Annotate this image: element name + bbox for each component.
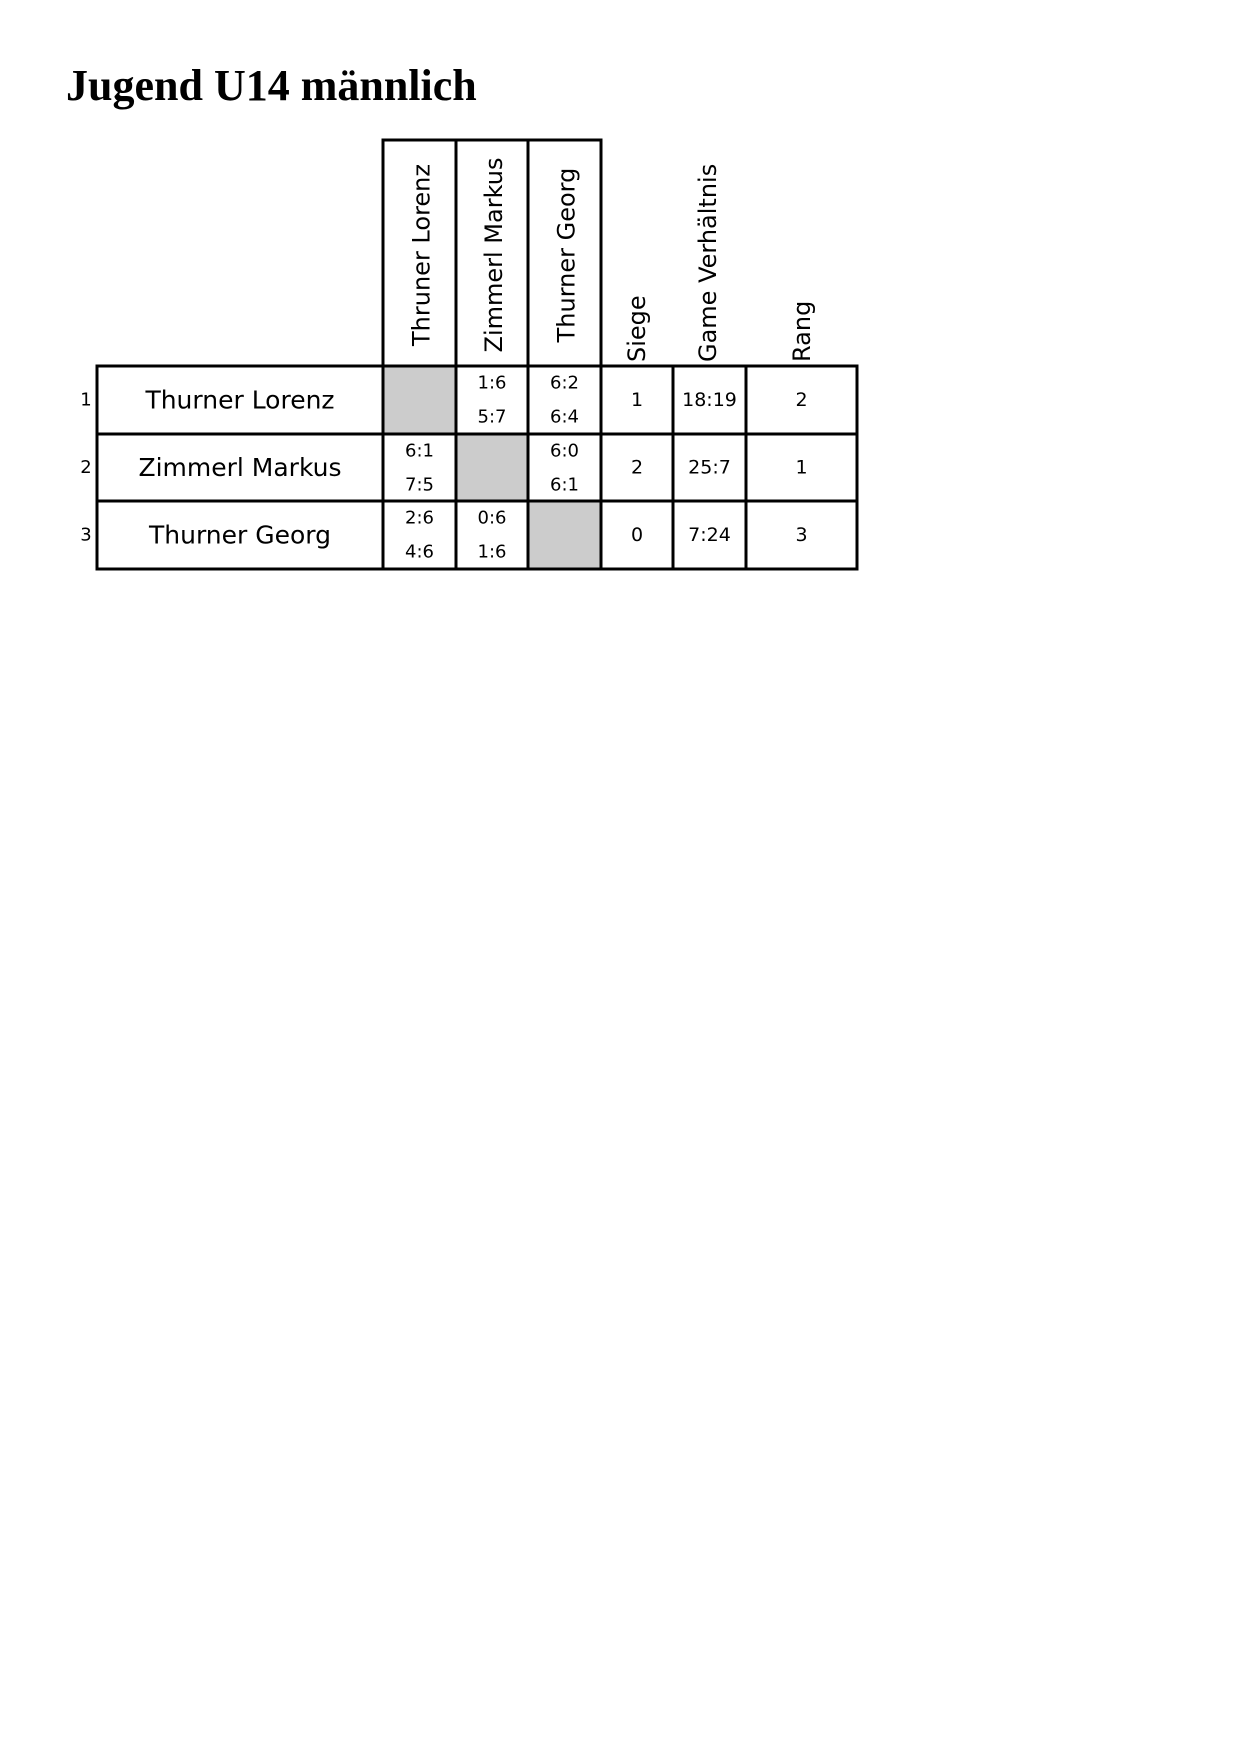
wins-value: 2 xyxy=(630,456,644,479)
rank-value: 3 xyxy=(795,524,808,546)
column-header-player: Thruner Lorenz xyxy=(407,164,436,346)
set-score: 6:1 xyxy=(405,440,434,462)
wins-value: 1 xyxy=(630,389,644,411)
games-ratio-value: 7:24 xyxy=(688,524,731,546)
column-header-player: Thurner Georg xyxy=(552,167,581,343)
set-score: 6:4 xyxy=(550,406,579,428)
set-score: 5:7 xyxy=(477,406,507,428)
set-score: 6:1 xyxy=(550,474,579,496)
player-name: Zimmerl Markus xyxy=(138,453,342,482)
blocked-cell xyxy=(383,366,456,434)
row-number: 2 xyxy=(80,457,92,478)
rank-value: 1 xyxy=(795,456,808,479)
set-score: 1:6 xyxy=(477,541,507,563)
set-score: 0:6 xyxy=(477,507,507,529)
set-score: 6:0 xyxy=(550,440,579,462)
row-number: 3 xyxy=(80,524,92,546)
games-ratio-value: 18:19 xyxy=(682,389,737,411)
games-ratio-value: 25:7 xyxy=(688,456,731,479)
column-header-rank: Rang xyxy=(788,300,816,362)
set-score: 2:6 xyxy=(405,507,434,529)
row-number: 1 xyxy=(80,389,92,411)
blocked-cell xyxy=(528,501,601,569)
set-score: 6:2 xyxy=(550,372,579,394)
player-name: Thurner Georg xyxy=(148,520,332,550)
column-header-player: Zimmerl Markus xyxy=(480,157,508,353)
blocked-cell xyxy=(456,434,528,501)
set-score: 4:6 xyxy=(405,541,434,563)
column-header-games: Game Verhältnis xyxy=(694,163,722,362)
set-score: 1:6 xyxy=(477,372,507,394)
rank-value: 2 xyxy=(795,389,808,411)
player-name: Thurner Lorenz xyxy=(145,385,335,415)
wins-value: 0 xyxy=(630,524,644,546)
column-header-wins: Siege xyxy=(623,295,651,362)
page-title: Jugend U14 männlich xyxy=(66,61,477,110)
set-score: 7:5 xyxy=(405,474,434,496)
